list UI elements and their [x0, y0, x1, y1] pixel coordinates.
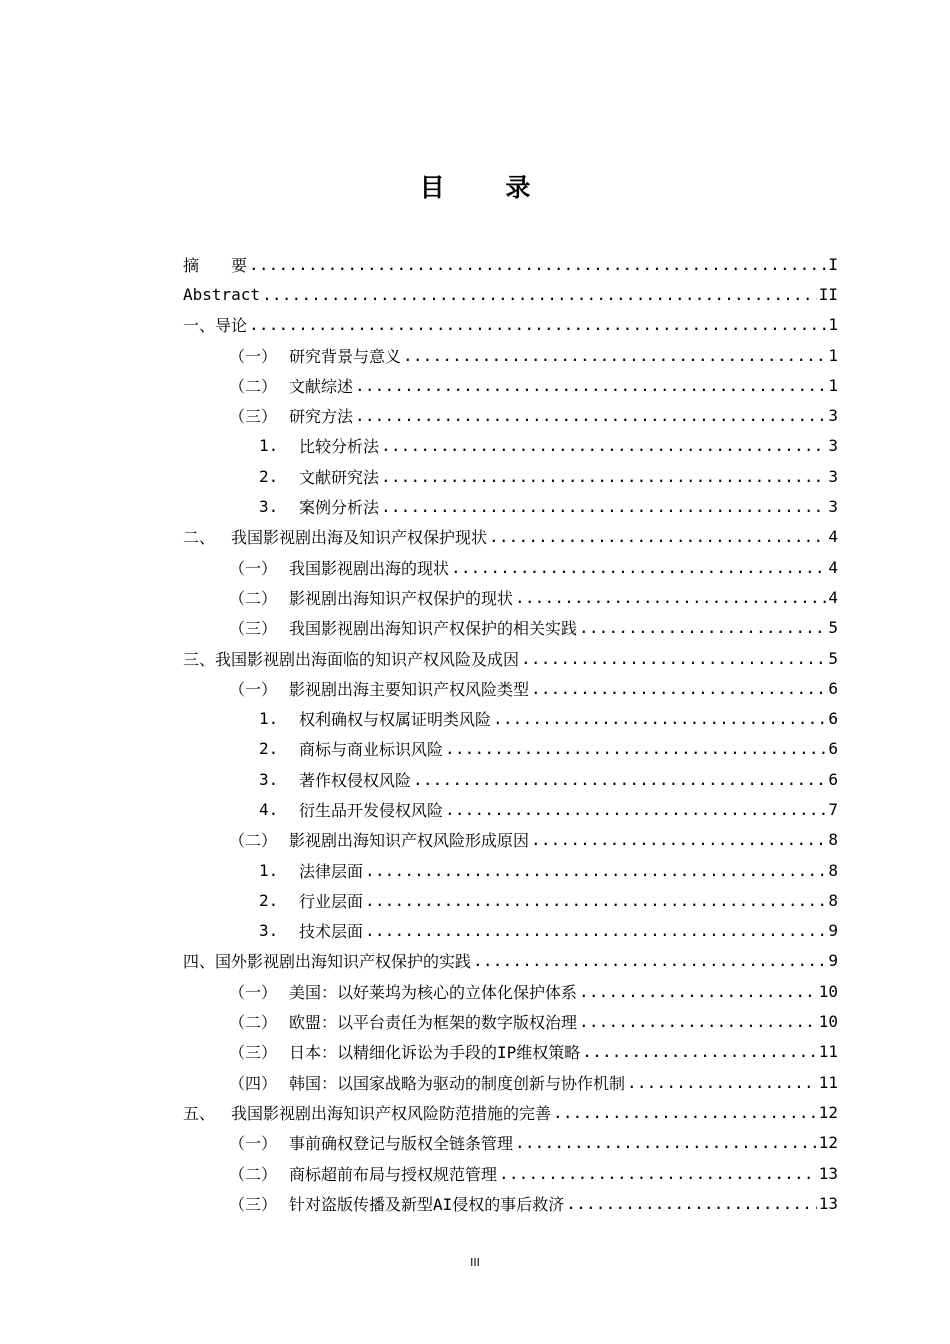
- toc-entry[interactable]: [183, 1158, 838, 1188]
- toc-entry[interactable]: [183, 310, 838, 340]
- toc-entry-title: 文献综述: [289, 376, 354, 396]
- dot-leader: [445, 800, 826, 819]
- toc-entry-page: 5: [828, 648, 838, 668]
- toc-entry-title: 导论: [215, 316, 248, 336]
- dot-leader: [521, 649, 826, 668]
- toc-entry-title: Abstract: [183, 284, 261, 304]
- dot-leader: [451, 558, 826, 577]
- page-title: 目 录: [419, 173, 557, 202]
- toc-entry[interactable]: [183, 582, 838, 612]
- toc-entry-page: 6: [828, 739, 838, 759]
- toc-entry-title: 影视剧出海知识产权保护的现状: [289, 588, 514, 608]
- toc-entry-number: 3.: [259, 769, 279, 789]
- toc-entry-number: （二）: [229, 1164, 278, 1184]
- dot-leader: [473, 951, 826, 970]
- toc-entry[interactable]: [183, 1128, 838, 1158]
- dot-leader: [262, 285, 817, 304]
- toc-entry-page: 11: [818, 1042, 838, 1062]
- toc-entry-title: 我国影视剧出海知识产权风险防范措施的完善: [231, 1103, 552, 1123]
- dot-leader: [355, 376, 826, 395]
- toc-entry-title: 法律层面: [299, 861, 364, 881]
- toc-entry-title: 行业层面: [299, 891, 364, 911]
- toc-entry-number: 五、: [183, 1103, 216, 1123]
- toc-entry-title: 日本：以精细化诉讼为手段的IP维权策略: [289, 1043, 581, 1063]
- toc-entry-page: 10: [818, 1012, 838, 1032]
- toc-entry-number: 二、: [183, 528, 216, 548]
- dot-leader: [249, 255, 826, 274]
- toc-entry-number: （三）: [229, 1194, 278, 1214]
- toc-entry-page: 3: [828, 497, 838, 517]
- toc-entry-number: 2.: [259, 466, 279, 486]
- toc-entry-title: 文献研究法: [299, 467, 380, 487]
- toc-entry-title: 案例分析法: [299, 498, 380, 518]
- dot-leader: [515, 1133, 817, 1152]
- dot-leader: [381, 436, 826, 455]
- toc-entry[interactable]: [183, 703, 838, 733]
- dot-leader: [381, 467, 826, 486]
- toc-entry-page: 1: [828, 345, 838, 365]
- dot-leader: [381, 497, 826, 516]
- toc-entry-page: 4: [828, 527, 838, 547]
- toc-entry-number: 1.: [259, 709, 279, 729]
- toc-entry-number: （三）: [229, 619, 278, 639]
- toc-entry-number: （三）: [229, 1043, 278, 1063]
- toc-entry-title: 权利确权与权属证明类风险: [299, 710, 492, 730]
- toc-entry[interactable]: [183, 794, 838, 824]
- toc-entry[interactable]: [183, 976, 838, 1006]
- toc-entry-number: 3.: [259, 497, 279, 517]
- toc-entry-page: 8: [828, 830, 838, 850]
- toc-entry[interactable]: [183, 522, 838, 552]
- toc-entry-page: 4: [828, 557, 838, 577]
- toc-entry-page: 11: [818, 1072, 838, 1092]
- toc-entry[interactable]: [183, 643, 838, 673]
- toc-entry[interactable]: [183, 1188, 838, 1218]
- toc-entry-page: 9: [828, 951, 838, 971]
- toc-entry-number: （一）: [229, 558, 278, 578]
- toc-entry-title: 影视剧出海知识产权风险形成原因: [289, 831, 530, 851]
- toc-entry[interactable]: [183, 552, 838, 582]
- toc-entry-title: 我国影视剧出海面临的知识产权风险及成因: [215, 649, 520, 669]
- toc-entry-title: 事前确权登记与版权全链条管理: [289, 1134, 514, 1154]
- toc-entry-number: （四）: [229, 1073, 278, 1093]
- toc-entry-number: 三、: [183, 649, 216, 669]
- toc-entry-number: （三）: [229, 407, 278, 427]
- dot-leader: [627, 1073, 817, 1092]
- toc-entry-title: 商标与商业标识风险: [299, 740, 444, 760]
- toc-entry-title: 国外影视剧出海知识产权保护的实践: [215, 952, 472, 972]
- toc-entry[interactable]: [183, 825, 838, 855]
- toc-entry[interactable]: [183, 885, 838, 915]
- dot-leader: [365, 891, 826, 910]
- dot-leader: [499, 1164, 817, 1183]
- toc-entry-number: （二）: [229, 1013, 278, 1033]
- toc-entry-title: 衍生品开发侵权风险: [299, 800, 444, 820]
- toc-entry-number: 1.: [259, 436, 279, 456]
- dot-leader: [489, 527, 826, 546]
- dot-leader: [531, 679, 826, 698]
- dot-leader: [413, 770, 826, 789]
- dot-leader: [249, 315, 826, 334]
- toc-entry[interactable]: [183, 673, 838, 703]
- toc-entry-title: 我国影视剧出海及知识产权保护现状: [231, 528, 488, 548]
- toc-entry-page: 8: [828, 860, 838, 880]
- toc-entry[interactable]: [183, 855, 838, 885]
- toc-entry-page: 12: [818, 1102, 838, 1122]
- toc-entry-page: 6: [828, 769, 838, 789]
- dot-leader: [579, 982, 817, 1001]
- toc-entry[interactable]: [183, 491, 838, 521]
- toc-entry-page: 13: [818, 1163, 838, 1183]
- toc-entry-page: 6: [828, 709, 838, 729]
- toc-entry-number: 四、: [183, 952, 216, 972]
- dot-leader: [579, 1012, 817, 1031]
- toc-entry-number: （二）: [229, 831, 278, 851]
- toc-entry-title: 针对盗版传播及新型AI侵权的事后救济: [289, 1194, 565, 1214]
- toc-entry-page: 12: [818, 1133, 838, 1153]
- page-number: III: [470, 1256, 480, 1269]
- toc-entry-title: 研究背景与意义: [289, 346, 402, 366]
- toc-entry-title: 欧盟：以平台责任为框架的数字版权治理: [289, 1013, 578, 1033]
- toc-entry-number: 一、: [183, 316, 216, 336]
- toc-entry[interactable]: [183, 1097, 838, 1127]
- toc-entry[interactable]: [183, 764, 838, 794]
- toc-entry[interactable]: [183, 734, 838, 764]
- toc-entry-number: 2.: [259, 890, 279, 910]
- toc-entry-number: （一）: [229, 679, 278, 699]
- dot-leader: [566, 1194, 816, 1213]
- toc-entry-number: （一）: [229, 1134, 278, 1154]
- toc-entry[interactable]: [183, 279, 838, 309]
- toc-entry-page: 6: [828, 678, 838, 698]
- toc-entry[interactable]: [183, 946, 838, 976]
- dot-leader: [582, 1042, 816, 1061]
- dot-leader: [531, 830, 826, 849]
- toc-entry-title: 商标超前布局与授权规范管理: [289, 1164, 498, 1184]
- toc-entry-page: I: [828, 254, 838, 274]
- table-of-contents: [183, 249, 838, 1219]
- toc-entry[interactable]: [183, 1006, 838, 1036]
- toc-entry[interactable]: [183, 249, 838, 279]
- toc-entry-title: 影视剧出海主要知识产权风险类型: [289, 679, 530, 699]
- toc-entry-page: II: [818, 284, 838, 304]
- toc-entry-title: 要: [231, 255, 248, 275]
- toc-entry-page: 13: [818, 1193, 838, 1213]
- toc-entry-page: 7: [828, 799, 838, 819]
- toc-entry-number: （二）: [229, 588, 278, 608]
- toc-entry-number: 2.: [259, 739, 279, 759]
- dot-leader: [445, 739, 826, 758]
- toc-entry[interactable]: [183, 1037, 838, 1067]
- toc-entry-title: 著作权侵权风险: [299, 770, 412, 790]
- toc-entry[interactable]: [183, 613, 838, 643]
- dot-leader: [515, 588, 826, 607]
- toc-entry-number: 摘: [183, 255, 200, 275]
- toc-entry-title: 美国：以好莱坞为核心的立体化保护体系: [289, 982, 578, 1002]
- toc-entry-number: （一）: [229, 346, 278, 366]
- dot-leader: [365, 861, 826, 880]
- dot-leader: [553, 1103, 817, 1122]
- toc-entry[interactable]: [183, 916, 838, 946]
- dot-leader: [355, 406, 826, 425]
- toc-entry-number: 1.: [259, 860, 279, 880]
- toc-entry-title: 韩国：以国家战略为驱动的制度创新与协作机制: [289, 1073, 626, 1093]
- toc-entry[interactable]: [183, 1067, 838, 1097]
- toc-entry[interactable]: [183, 461, 838, 491]
- toc-entry-page: 1: [828, 315, 838, 335]
- toc-entry-page: 3: [828, 436, 838, 456]
- toc-entry[interactable]: [183, 370, 838, 400]
- toc-entry-number: 3.: [259, 921, 279, 941]
- toc-entry-number: （一）: [229, 982, 278, 1002]
- toc-entry-title: 比较分析法: [299, 437, 380, 457]
- toc-entry-title: 研究方法: [289, 407, 354, 427]
- toc-entry-title: 技术层面: [299, 922, 364, 942]
- dot-leader: [493, 709, 826, 728]
- toc-entry[interactable]: [183, 340, 838, 370]
- toc-entry-number: 4.: [259, 799, 279, 819]
- toc-entry-page: 10: [818, 981, 838, 1001]
- dot-leader: [365, 921, 826, 940]
- dot-leader: [403, 346, 826, 365]
- toc-entry-title: 我国影视剧出海的现状: [289, 558, 450, 578]
- toc-entry[interactable]: [183, 431, 838, 461]
- toc-entry-page: 9: [828, 921, 838, 941]
- toc-entry-page: 3: [828, 466, 838, 486]
- dot-leader: [579, 618, 826, 637]
- toc-entry[interactable]: [183, 400, 838, 430]
- toc-entry-page: 3: [828, 406, 838, 426]
- toc-entry-page: 4: [828, 587, 838, 607]
- toc-entry-page: 8: [828, 890, 838, 910]
- toc-entry-page: 1: [828, 375, 838, 395]
- toc-entry-page: 5: [828, 618, 838, 638]
- toc-entry-number: （二）: [229, 376, 278, 396]
- toc-entry-title: 我国影视剧出海知识产权保护的相关实践: [289, 619, 578, 639]
